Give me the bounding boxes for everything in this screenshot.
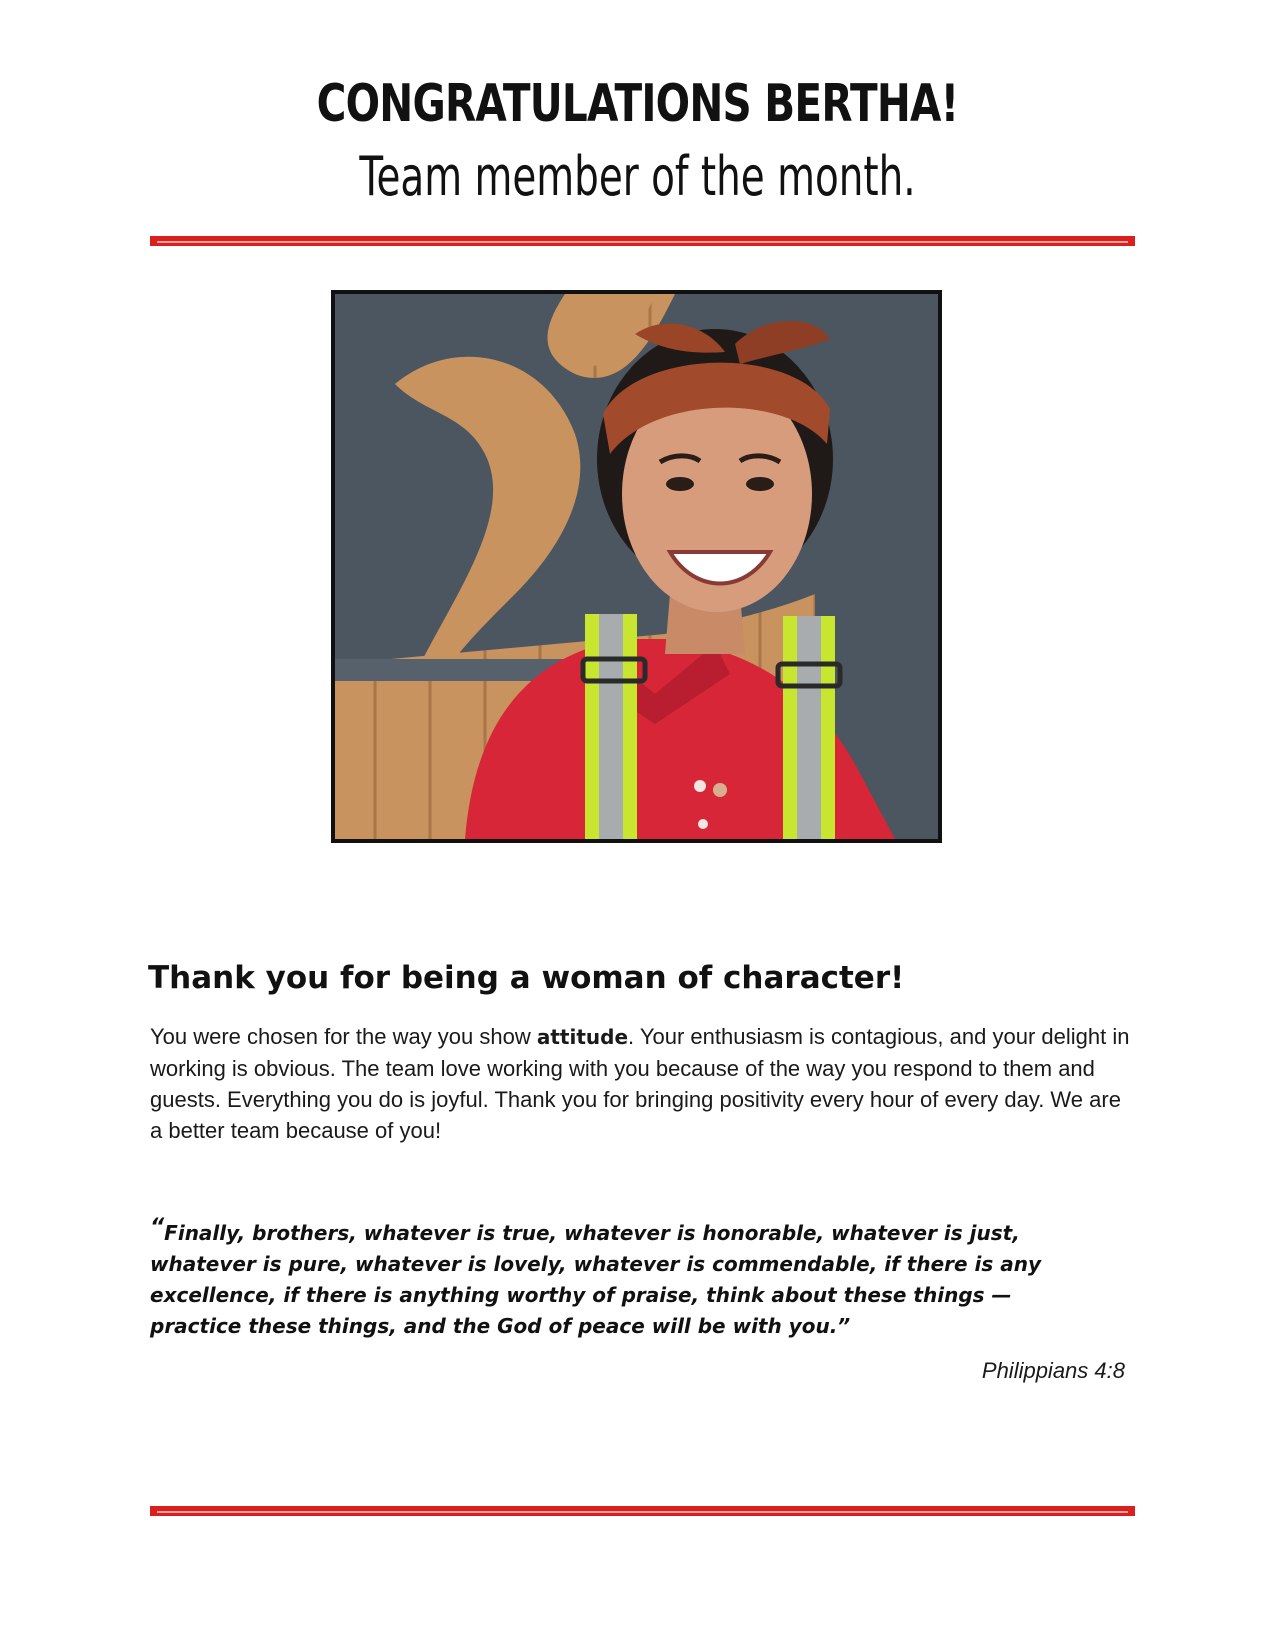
quote-text: Finally, brothers, whatever is true, whatever is honorable, whatever is just, whatever is pure, whatever is lovely, whatever is commendable, if there is any excellence, if there is anything worthy of praise, think about these things —practice these things, and the God of peace will be with you.” — [150, 1221, 1042, 1338]
paragraph-emphasis: attitude — [536, 1025, 629, 1049]
recognition-paragraph — [150, 1021, 1130, 1146]
quote-open-mark: “ — [150, 1215, 165, 1240]
section-heading: Thank you for being a woman of character! — [148, 960, 905, 996]
page-title: CONGRATULATIONS BERTHA! — [316, 74, 959, 134]
page-subtitle: Team member of the month. — [359, 145, 916, 208]
paragraph-text-start: You were chosen for the way you show — [150, 1024, 537, 1049]
scripture-citation: Philippians 4:8 — [981, 1358, 1125, 1383]
bottom-divider — [150, 1506, 1135, 1516]
portrait-illustration — [335, 294, 938, 839]
scripture-quote — [150, 1212, 1090, 1342]
team-member-photo — [331, 290, 942, 843]
top-divider — [150, 236, 1135, 246]
paragraph-text-end: . Your enthusiasm is contagious, and your delight in working is obvious. The team love working with you because of the way you respond to them and guests. Everything you do is joyful. Thank you for bringing positivity every hour of every day. We are a better team because of you! — [150, 1024, 1130, 1143]
